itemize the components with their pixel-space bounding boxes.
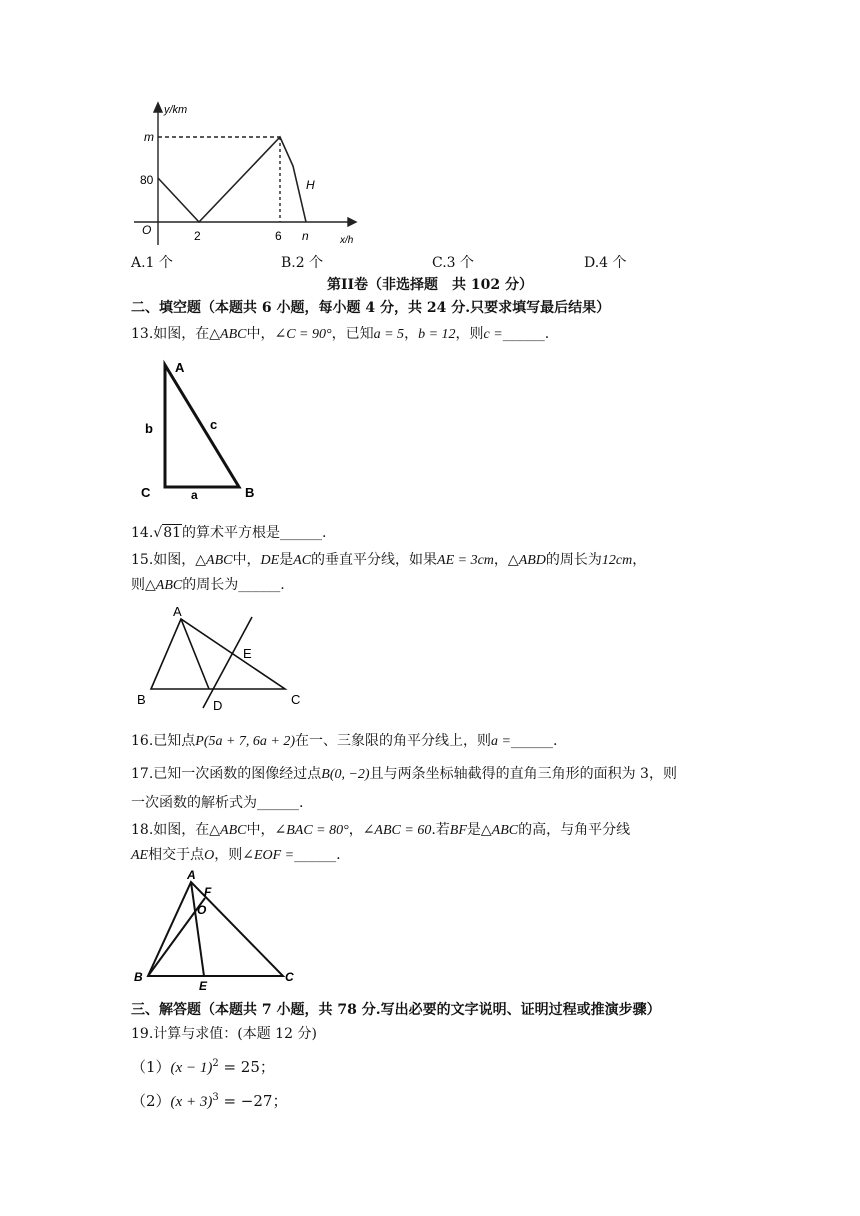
y-axis-label: y/km [164,104,188,116]
fig18-label-C: C [285,970,294,984]
fig15-label-B: B [137,692,146,707]
fig13-label-b: b [145,421,153,436]
part3-title: 三、解答题（本题共 7 小题，共 78 分.写出必要的文字说明、证明过程或推演步骤） [131,1002,661,1018]
fig13-label-A: A [175,360,185,375]
label-m: m [144,130,154,144]
question-17-line-1: 17.已知一次函数的图像经过点B(0, −2)且与两条坐标轴截得的直角三角形的面积为 3，则 [131,766,677,782]
y-axis-arrow [154,103,162,112]
fig18-label-O: O [197,903,207,917]
fig13-label-B: B [245,485,255,500]
fig13-label-a: a [191,488,198,502]
question-17-line-2: 一次函数的解析式为______. [131,795,304,811]
distance-time-graph [130,100,370,250]
section2-heading: 第II卷（非选择题 共 102 分） [326,277,534,293]
fig15-label-A: A [173,604,182,619]
fig13-label-C: C [141,485,151,500]
label-n: n [302,229,309,243]
fig18-label-E: E [199,979,208,993]
fig15-label-E: E [243,646,252,661]
figure-18-triangle [131,868,301,993]
fig15-label-C: C [291,692,301,707]
question-18-line-2: AE相交于点O，则∠EOF =______. [131,847,341,863]
fig18-label-B: B [134,970,143,984]
option-a: A.1 个 [131,255,173,271]
part2-title: 二、填空题（本题共 6 小题，每小题 4 分，共 24 分.只要求填写最后结果） [131,300,611,316]
question-13: 13.如图，在△ABC中，∠C = 90°，已知a = 5，b = 12，则c =______. [131,326,550,342]
graph-line [158,137,306,222]
option-b: B.2 个 [281,255,324,271]
fig13-label-c: c [210,417,218,432]
question-19-part-1: $(1)(x - 1)^2 = 25$； [131,1058,275,1076]
fig15-label-D: D [213,698,223,713]
x-axis-label: x/h [340,235,354,246]
label-80: 80 [140,173,154,187]
question-19-title: 19.计算与求值：(本题 12 分) [131,1026,317,1042]
question-19-part-2: $(2)(x + 3)^3 = -27$； [131,1092,288,1110]
sqrt-symbol: √ [153,525,163,541]
label-2: 2 [194,229,201,243]
fig18-label-A: A [187,868,196,882]
label-origin: O [142,223,152,237]
option-c: C.3 个 [432,255,475,271]
question-15-line-2: 则△ABC的周长为______. [131,577,285,593]
question-15-line-1: 15.如图，△ABC中，DE是AC的垂直平分线，如果AE = 3cm，△ABD的周长为12cm， [131,552,647,568]
question-18-line-1: 18.如图，在△ABC中，∠BAC = 80°，∠ABC = 60.若BF是△ABC的高，与角平分线 [131,822,631,838]
question-14: 14.√81的算术平方根是______. [131,525,327,541]
label-H: H [306,178,315,192]
question-16: 16.已知点P(5a + 7, 6a + 2)在一、三象限的角平分线上，则a =______. [131,733,558,749]
x-axis-arrow [348,218,356,226]
label-6: 6 [275,229,282,243]
fig18-label-F: F [204,885,212,899]
figure-13-triangle [135,355,265,505]
option-d: D.4 个 [584,255,627,271]
figure-15-triangle [133,600,313,715]
